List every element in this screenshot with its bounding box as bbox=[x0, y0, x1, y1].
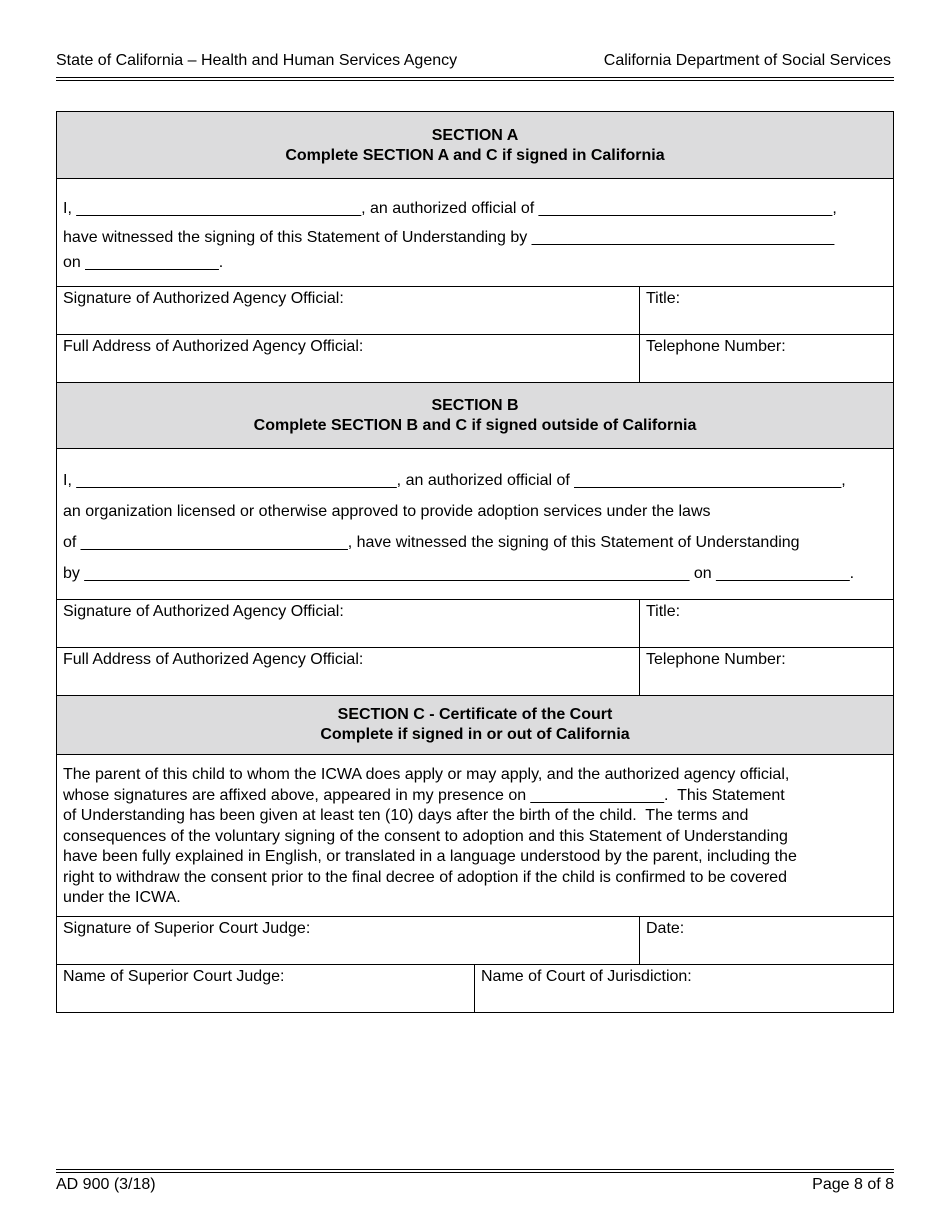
section-b-address-row bbox=[57, 648, 893, 696]
court-jurisdiction-field[interactable] bbox=[475, 965, 893, 1012]
section-b-title-label: Title: bbox=[646, 603, 681, 620]
section-a-subtitle: Complete SECTION A and C if signed in California bbox=[285, 147, 665, 164]
header-rule-top bbox=[56, 77, 894, 78]
section-b-line: by ____________________________________________________________________ on _______________. bbox=[63, 565, 855, 582]
section-c-line: whose signatures are affixed above, appeared in my presence on _______________. This Statement bbox=[63, 786, 785, 804]
section-c-judge-signature-row bbox=[57, 917, 893, 965]
judge-date-field[interactable] bbox=[640, 917, 893, 964]
section-a-phone-field[interactable] bbox=[640, 335, 893, 382]
section-a-address-label: Full Address of Authorized Agency Official: bbox=[63, 338, 364, 355]
section-c-judge-name-row bbox=[57, 965, 893, 1013]
section-b-subtitle: Complete SECTION B and C if signed outside of California bbox=[253, 417, 697, 434]
section-b-signature-field[interactable] bbox=[57, 600, 640, 647]
section-a-line: I, ________________________________, an authorized official of _________________________________, bbox=[63, 200, 837, 217]
section-a-signature-field[interactable] bbox=[57, 287, 640, 334]
section-b-line: I, ____________________________________, an authorized official of ______________________________, bbox=[63, 472, 846, 489]
section-c-line: The parent of this child to whom the ICWA does apply or may apply, and the authorized agency official, bbox=[63, 766, 790, 783]
judge-signature-label: Signature of Superior Court Judge: bbox=[63, 920, 311, 937]
section-b-signature-row bbox=[57, 600, 893, 648]
department-header: California Department of Social Services bbox=[603, 52, 891, 69]
agency-header: State of California – Health and Human Services Agency bbox=[56, 52, 458, 69]
header-rule-bottom bbox=[56, 80, 894, 81]
section-b-signature-label: Signature of Authorized Agency Official: bbox=[63, 603, 344, 620]
section-a-title-field[interactable] bbox=[640, 287, 893, 334]
section-a-signature-row bbox=[57, 287, 893, 335]
section-b-address-field[interactable] bbox=[57, 648, 640, 695]
footer-rule-bottom bbox=[56, 1172, 894, 1173]
section-b-address-label: Full Address of Authorized Agency Official: bbox=[63, 651, 364, 668]
section-c-line: consequences of the voluntary signing of the consent to adoption and this Statement of Understanding bbox=[63, 827, 788, 845]
section-b-line: of ______________________________, have witnessed the signing of this Statement of Understanding bbox=[63, 534, 800, 551]
section-c-header bbox=[57, 696, 893, 755]
section-b-phone-field[interactable] bbox=[640, 648, 893, 695]
section-c-certificate[interactable] bbox=[57, 755, 893, 917]
section-a-address-field[interactable] bbox=[57, 335, 640, 382]
section-c-title: SECTION C - Certificate of the Court bbox=[337, 706, 613, 723]
section-b-title-field[interactable] bbox=[640, 600, 893, 647]
section-a-signature-label: Signature of Authorized Agency Official: bbox=[63, 290, 344, 307]
section-a-line: have witnessed the signing of this Statement of Understanding by __________________________________ bbox=[63, 228, 835, 246]
section-c-line: right to withdraw the consent prior to the final decree of adoption if the child is confirmed to be covered bbox=[63, 868, 787, 886]
section-a-header bbox=[57, 112, 893, 179]
page-number: Page 8 of 8 bbox=[812, 1176, 894, 1193]
section-a-title-label: Title: bbox=[646, 290, 681, 307]
section-c-line: under the ICWA. bbox=[63, 889, 181, 906]
section-c-line: of Understanding has been given at least ten (10) days after the birth of the child. The terms and bbox=[63, 807, 749, 824]
section-b-line: an organization licensed or otherwise approved to provide adoption services under the laws bbox=[63, 503, 711, 520]
section-a-line: on _______________. bbox=[63, 254, 224, 271]
section-a-statement[interactable] bbox=[57, 179, 893, 287]
section-b-statement[interactable] bbox=[57, 449, 893, 600]
section-c-subtitle: Complete if signed in or out of California bbox=[320, 726, 630, 743]
section-a-address-row bbox=[57, 335, 893, 383]
court-jurisdiction-label: Name of Court of Jurisdiction: bbox=[481, 968, 692, 985]
judge-signature-field[interactable] bbox=[57, 917, 640, 964]
footer-rule-top bbox=[56, 1169, 894, 1170]
section-a-title: SECTION A bbox=[431, 127, 519, 144]
judge-name-label: Name of Superior Court Judge: bbox=[63, 968, 285, 985]
section-b-phone-label: Telephone Number: bbox=[646, 651, 786, 668]
judge-name-field[interactable] bbox=[57, 965, 475, 1012]
form-id: AD 900 (3/18) bbox=[56, 1176, 156, 1193]
section-c-line: have been fully explained in English, or translated in a language understood by the parent, including the bbox=[63, 848, 797, 865]
statement-form bbox=[56, 111, 894, 1013]
judge-date-label: Date: bbox=[646, 920, 685, 937]
section-b-header bbox=[57, 383, 893, 449]
section-a-phone-label: Telephone Number: bbox=[646, 338, 786, 355]
section-b-title: SECTION B bbox=[431, 397, 519, 414]
